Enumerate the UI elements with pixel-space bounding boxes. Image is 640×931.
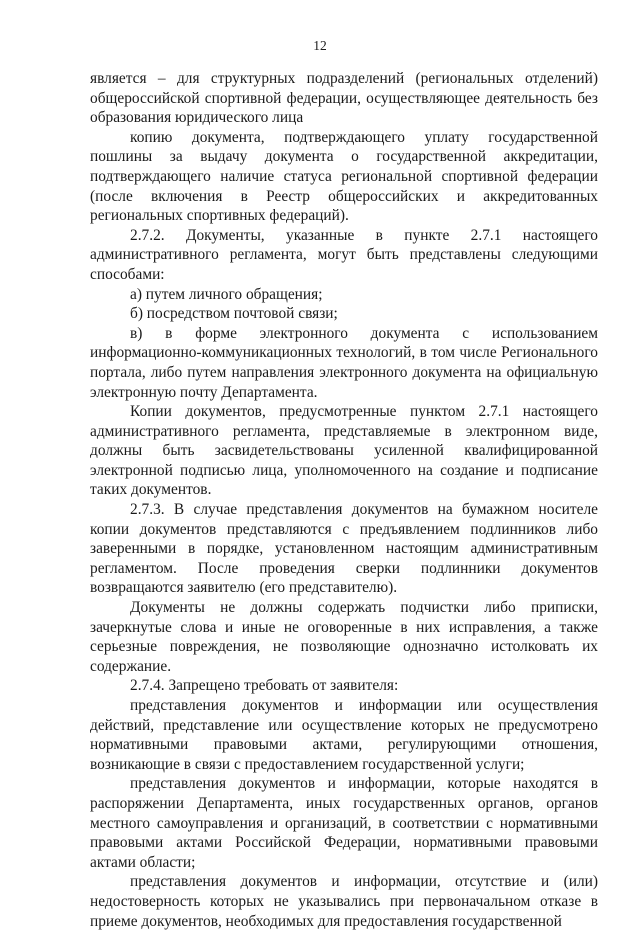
- paragraph: представления документов и информации, отсутствие и (или) недостоверность которых не указывались при первоначальном отказе в приеме документов, необходимых для предоставления государственной: [90, 873, 598, 930]
- paragraph: копию документа, подтверждающего уплату государственной пошлины за выдачу документа о государственной аккредитации, подтверждающего наличие статуса региональной спортивной федерации (после включения в Реестр общероссийских и аккредитованных региональных спортивных федераций).: [90, 128, 598, 225]
- paragraph: 2.7.3. В случае представления документов на бумажном носителе копии документов представляются с предъявлением подлинников либо заверенными в порядке, установленном настоящим административным регламентом. После проведения сверки подлинники документов возвращаются заявителю (его представителю).: [90, 501, 598, 597]
- list-item: а) путем личного обращения;: [130, 285, 323, 303]
- paragraph: представления документов и информации, которые находятся в распоряжении Департамента, иных государственных органов, органов местного самоуправления и организаций, в соответствии с нормативными правовыми актами Российской Федерации, нормативными правовыми актами области;: [90, 775, 598, 871]
- paragraph: 2.7.2. Документы, указанные в пункте 2.7.1 настоящего административного регламента, могут быть представлены следующими способами:: [90, 226, 598, 283]
- paragraph: Документы не должны содержать подчистки либо приписки, зачеркнутые слова и иные не оговоренные в них исправления, а также серьезные повреждения, не позволяющие однозначно истолковать их содержание.: [90, 599, 598, 675]
- list-item: в) в форме электронного документа с использованием информационно-коммуникационных технологий, в том числе Регионального портала, либо путем направления электронного документа на официальную электронную почту Департамента.: [90, 324, 598, 401]
- list-item: б) посредством почтовой связи;: [130, 305, 338, 323]
- paragraph: является – для структурных подразделений (региональных отделений) общероссийской спортивной федерации, осуществляющее деятельность без образования юридического лица: [90, 70, 598, 127]
- page-number: 12: [313, 38, 327, 53]
- paragraph: 2.7.4. Запрещено требовать от заявителя:: [130, 677, 399, 695]
- paragraph: Копии документов, предусмотренные пунктом 2.7.1 настоящего административного регламента, представляемые в электронном виде, должны быть засвидетельствованы усиленной квалифицированной электронной подписью лица, уполномоченного на создание и подписание таких документов.: [90, 403, 598, 499]
- document-body: [90, 69, 598, 931]
- paragraph: представления документов и информации или осуществления действий, представление или осуществление которых не предусмотрено нормативными правовыми актами, регулирующими отношения, возникающие в связи с предоставлением государственной услуги;: [90, 697, 598, 773]
